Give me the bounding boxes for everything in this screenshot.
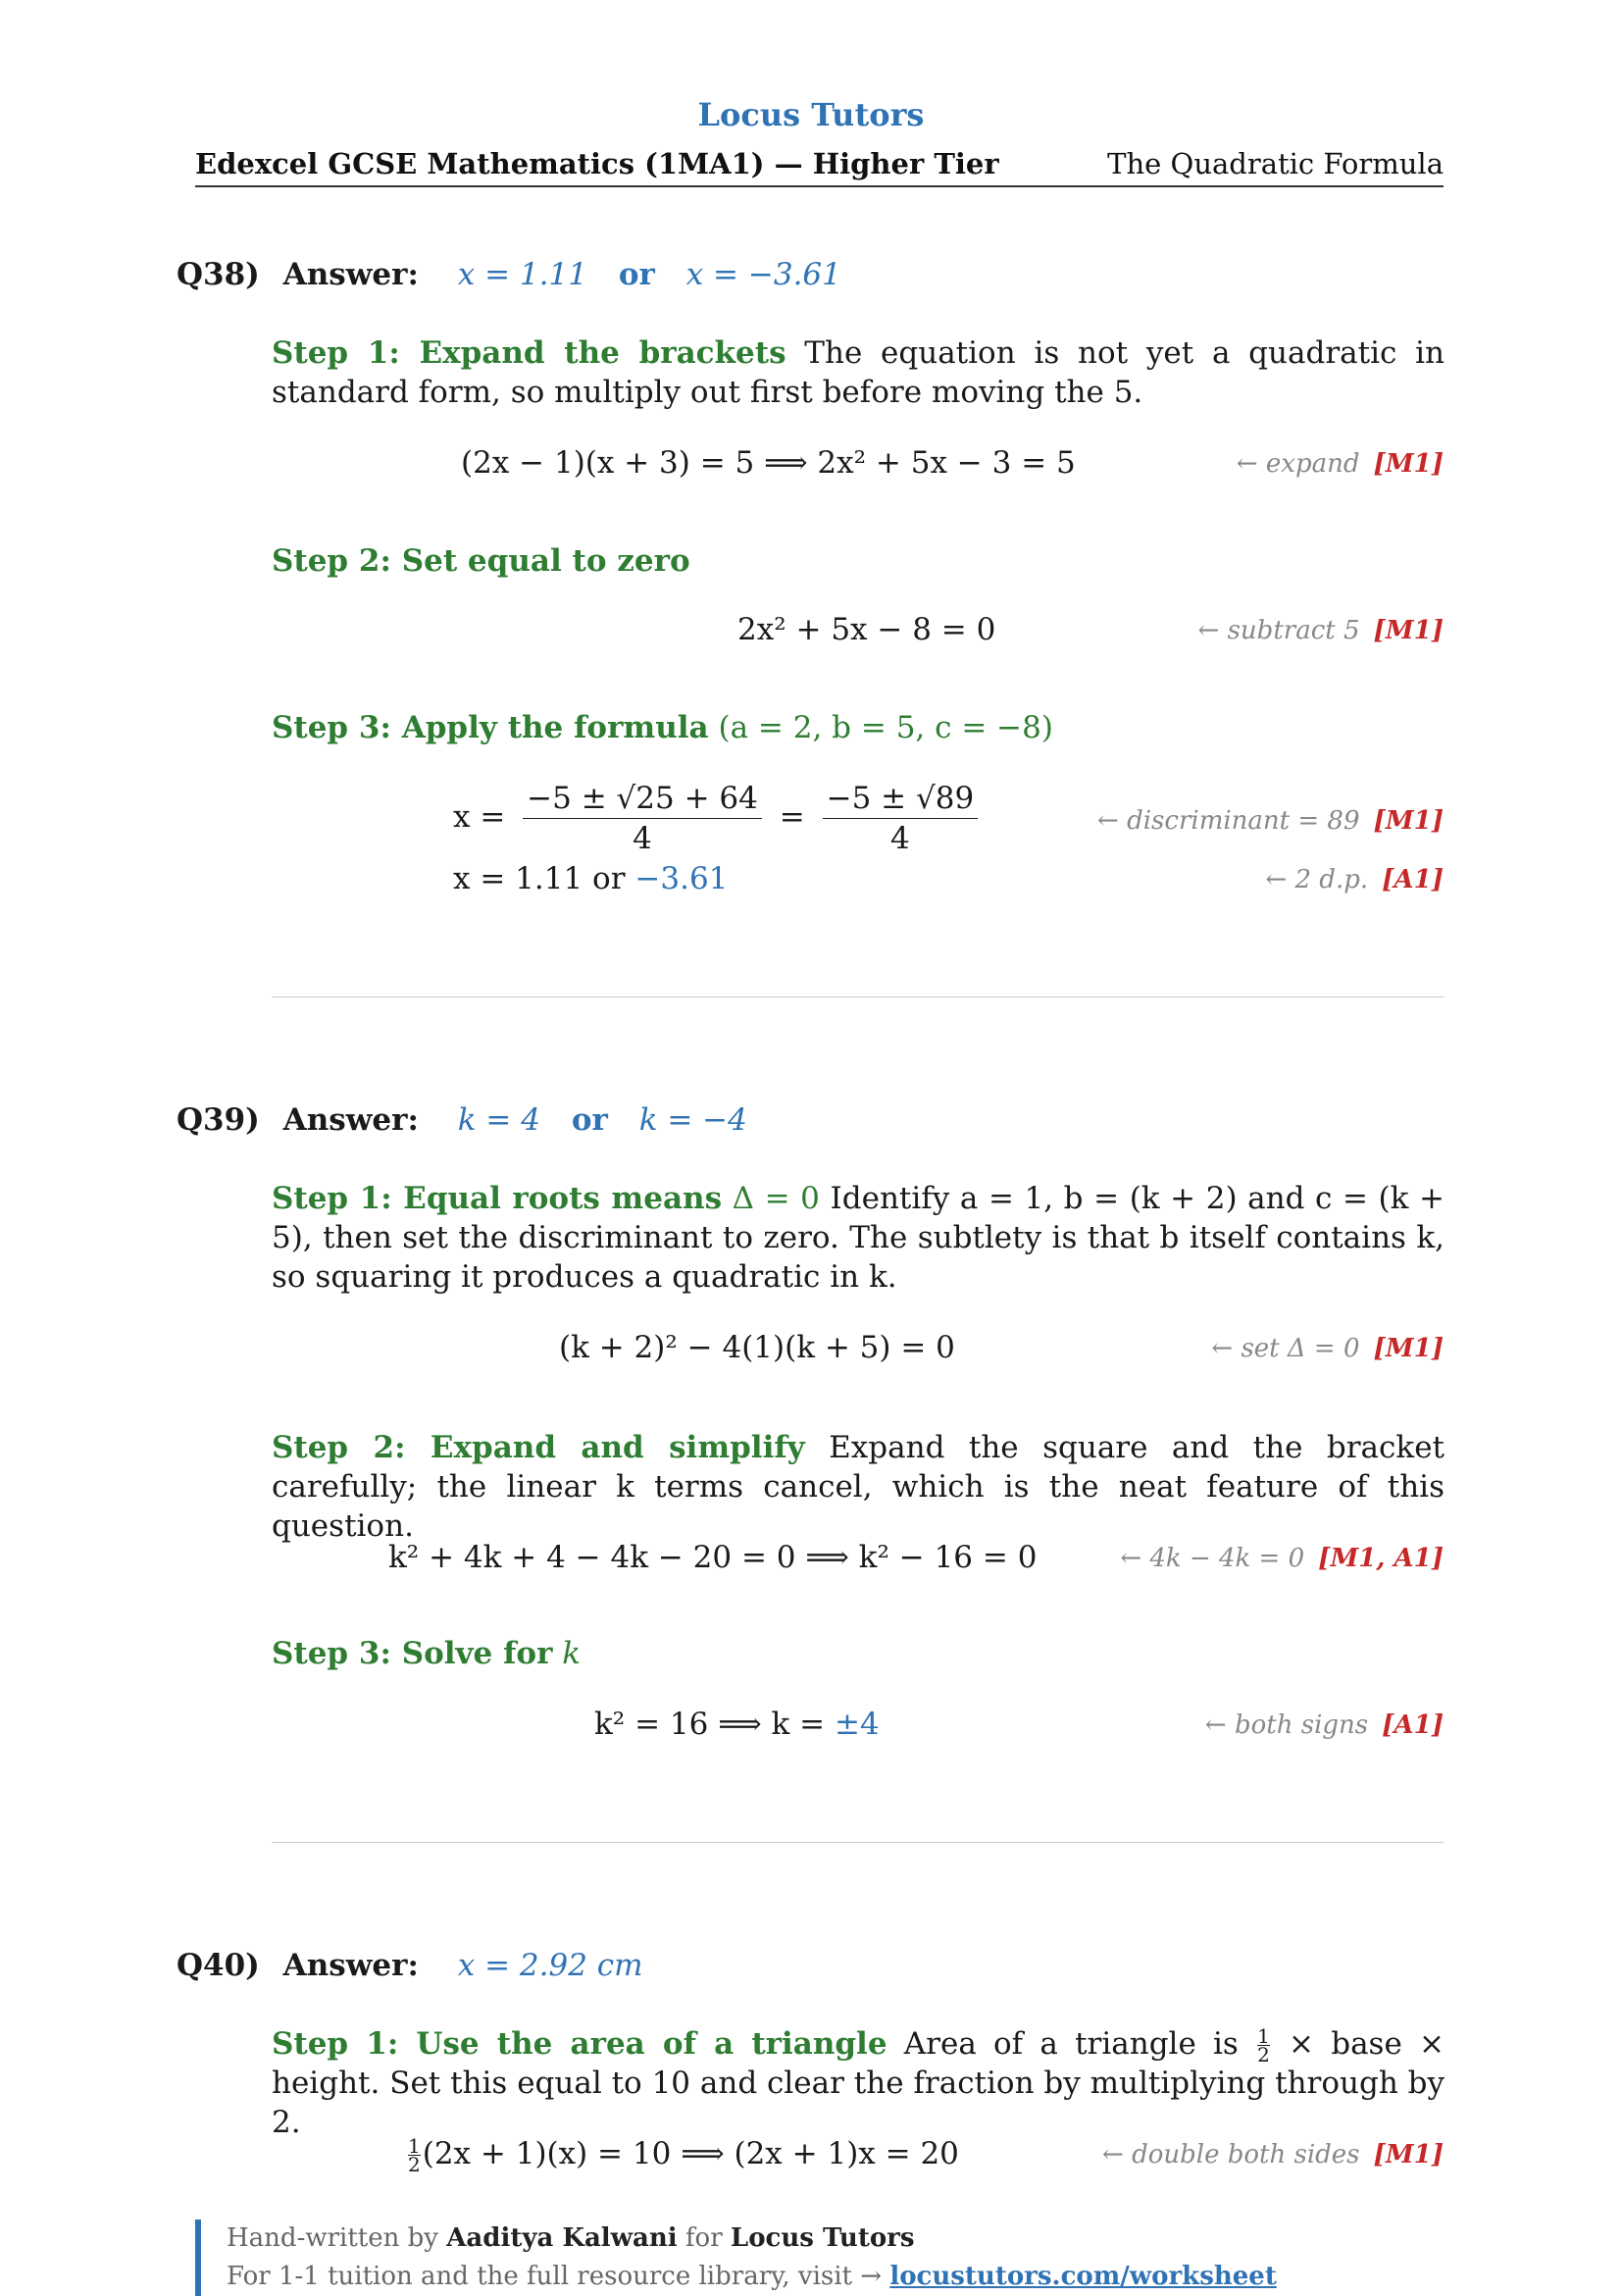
- fraction: [523, 779, 762, 858]
- footer: [195, 2219, 1277, 2296]
- step-title: Step 1: Expand the brackets: [272, 335, 786, 371]
- fraction: [823, 779, 979, 858]
- footer-link[interactable]: locustutors.com/worksheet: [889, 2262, 1277, 2291]
- q38-result-line: [453, 861, 728, 896]
- footer-text: for: [684, 2223, 723, 2253]
- course-title: Edexcel GCSE Mathematics (1MA1) — Higher Tier: [195, 147, 999, 180]
- answer-label: Answer:: [282, 257, 419, 292]
- step-title: Step 2: Set equal to zero: [272, 543, 690, 579]
- fraction-denominator: 2: [1257, 2043, 1270, 2066]
- note-text: ← discriminant = 89: [1097, 806, 1360, 836]
- footer-text: For 1-1 tuition and the full resource library, visit →: [227, 2262, 883, 2291]
- result-highlight: ±4: [834, 1707, 880, 1742]
- note-text: ← set Δ = 0: [1211, 1334, 1360, 1363]
- question-number: Q39): [177, 1102, 260, 1138]
- step-text: Area of a triangle is: [903, 2026, 1239, 2062]
- half-fraction: [1257, 2024, 1270, 2066]
- section-divider: [272, 1842, 1444, 1843]
- q38-step-2-equation: 2x² + 5x − 8 = 0: [737, 612, 996, 647]
- step-title: Step 1: Use the area of a triangle: [272, 2026, 887, 2062]
- equation-text: (2x + 1)(x) = 10 ⟹ (2x + 1)x = 20: [422, 2136, 959, 2171]
- q39-step-3-note: [1205, 1710, 1444, 1740]
- q39-step-1: [272, 1179, 1445, 1297]
- step-title: Step 3: Solve for: [272, 1636, 553, 1671]
- mark-badge: [A1]: [1382, 865, 1444, 894]
- fraction-numerator: 1: [1257, 2024, 1270, 2048]
- footer-line-2: [227, 2258, 1277, 2296]
- step-title-values: Δ = 0: [732, 1181, 820, 1216]
- note-text: ← both signs: [1204, 1710, 1369, 1740]
- result-text: k² = 16 ⟹ k =: [594, 1707, 826, 1742]
- step-title: Step 2: Expand and simplify: [272, 1430, 805, 1465]
- q38-step-3-note-2: [1265, 865, 1444, 894]
- footer-org: Locus Tutors: [730, 2223, 915, 2253]
- note-text: ← double both sides: [1102, 2140, 1360, 2169]
- step-text: The equation is not yet a quadratic in standard form, so multiply out first before moving the 5.: [272, 335, 1445, 410]
- q39-step-1-note: [1211, 1334, 1444, 1363]
- fraction-denominator: 2: [408, 2153, 421, 2176]
- step-text: Identify a = 1, b = (k + 2) and c = (k + 5), then set the discriminant to zero. The subtlety is that b itself contains k, so squaring it produces a quadratic in k.: [272, 1181, 1445, 1295]
- answer-value: k = −4: [638, 1102, 747, 1138]
- equals-sign: =: [779, 799, 805, 835]
- step-title: Step 1: Equal roots means: [272, 1181, 723, 1216]
- result-highlight: −3.61: [634, 861, 729, 896]
- mark-badge: [A1]: [1382, 1710, 1444, 1740]
- q40-step-1-equation: [406, 2134, 959, 2176]
- answer-value: x = 2.92 cm: [457, 1948, 643, 1983]
- result-text: x = 1.11 or: [453, 861, 626, 896]
- fraction-numerator: −5 ± √89: [823, 779, 979, 819]
- footer-text: Hand-written by: [227, 2223, 438, 2253]
- step-title-values: k: [562, 1636, 582, 1671]
- q38-step-1: [272, 333, 1445, 412]
- mark-badge: [M1]: [1373, 449, 1444, 479]
- answer-label: Answer:: [282, 1102, 419, 1138]
- question-39-answer-line: [177, 1102, 747, 1138]
- note-text: ← 4k − 4k = 0: [1120, 1544, 1305, 1573]
- mark-badge: [M1]: [1373, 1334, 1444, 1363]
- q40-step-1-note: [1102, 2140, 1444, 2169]
- fraction-denominator: 4: [890, 821, 910, 856]
- q38-formula-line: [453, 779, 986, 858]
- step-text: × base × height. Set this equal to 10 and clear the fraction by multiplying through by 2.: [272, 2026, 1445, 2140]
- note-text: ← subtract 5: [1197, 616, 1360, 645]
- section-divider: [272, 996, 1444, 997]
- mark-badge: [M1]: [1373, 2140, 1444, 2169]
- question-number: Q38): [177, 257, 260, 292]
- note-text: ← expand: [1236, 449, 1360, 479]
- q38-step-1-equation: (2x − 1)(x + 3) = 5 ⟹ 2x² + 5x − 3 = 5: [461, 445, 1076, 481]
- question-38-answer-line: [177, 257, 841, 292]
- step-title: Step 3: Apply the formula: [272, 710, 709, 745]
- step-title-values: (a = 2, b = 5, c = −8): [718, 710, 1053, 745]
- answer-or: or: [571, 1102, 608, 1138]
- mark-badge: [M1]: [1373, 806, 1444, 836]
- q38-step-2-note: [1198, 616, 1444, 645]
- formula-lhs: x =: [453, 799, 506, 835]
- q39-step-2-note: [1120, 1544, 1444, 1573]
- half-fraction: [408, 2134, 421, 2176]
- answer-value: x = 1.11: [457, 257, 587, 292]
- footer-author: Aaditya Kalwani: [446, 2223, 678, 2253]
- note-text: ← 2 d.p.: [1265, 865, 1369, 894]
- question-number: Q40): [177, 1948, 260, 1983]
- q40-step-1: [272, 2024, 1445, 2142]
- q38-step-3-note-1: [1097, 806, 1444, 836]
- q39-step-3-equation: [594, 1707, 880, 1742]
- fraction-numerator: −5 ± √25 + 64: [523, 779, 762, 819]
- question-40-answer-line: [177, 1948, 643, 1983]
- q38-step-2: [272, 541, 1445, 581]
- step-text: Expand the square and the bracket carefully; the linear k terms cancel, which is the neat feature of this question.: [272, 1430, 1445, 1544]
- header-rule: [195, 185, 1444, 187]
- mark-badge: [M1]: [1373, 616, 1444, 645]
- topic-title: The Quadratic Formula: [1107, 147, 1444, 180]
- brand-title: Locus Tutors: [697, 96, 925, 133]
- answer-value: k = 4: [457, 1102, 540, 1138]
- mark-badge: [M1, A1]: [1318, 1544, 1444, 1573]
- footer-line-1: [227, 2219, 1277, 2258]
- q39-step-2: [272, 1428, 1445, 1546]
- fraction-denominator: 4: [633, 821, 652, 856]
- fraction-numerator: 1: [408, 2134, 421, 2158]
- q38-step-3: [272, 708, 1445, 747]
- q39-step-3: [272, 1634, 1445, 1673]
- answer-label: Answer:: [282, 1948, 419, 1983]
- answer-or: or: [618, 257, 655, 292]
- q39-step-2-equation: k² + 4k + 4 − 4k − 20 = 0 ⟹ k² − 16 = 0: [388, 1540, 1038, 1575]
- answer-value: x = −3.61: [685, 257, 841, 292]
- q38-step-1-note: [1237, 449, 1444, 479]
- q39-step-1-equation: (k + 2)² − 4(1)(k + 5) = 0: [559, 1330, 955, 1365]
